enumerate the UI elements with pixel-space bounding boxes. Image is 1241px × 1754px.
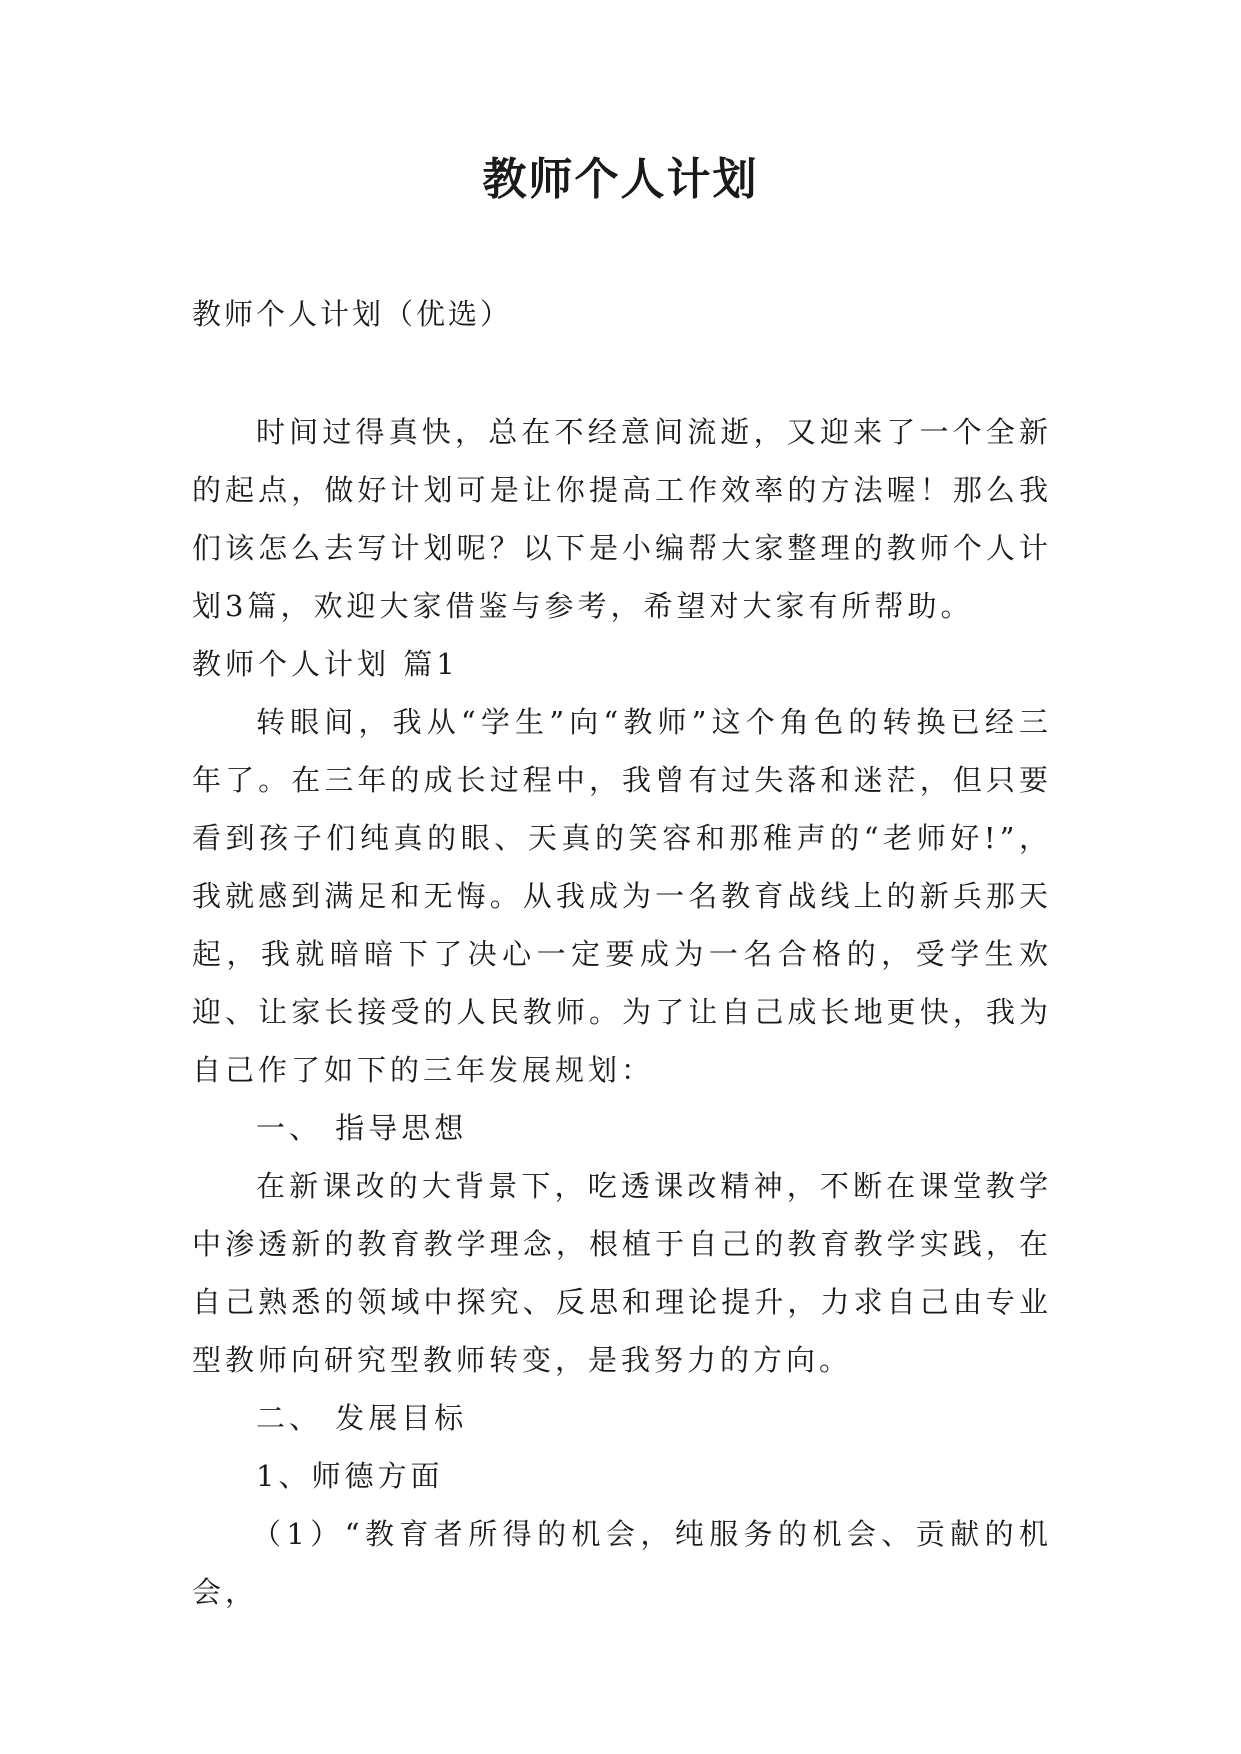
document-body xyxy=(192,403,1052,1621)
section-heading-development-goals: 二、 发展目标 xyxy=(256,1401,468,1435)
subsection-heading-ethics: 1、师德方面 xyxy=(256,1459,444,1493)
document-subtitle: 教师个人计划（优选） xyxy=(192,297,513,331)
intro-paragraph: 时间过得真快，总在不经意间流逝，又迎来了一个全新的起点，做好计划可是让你提高工作效率的方法喔！那么我们该怎么去写计划呢？以下是小编帮大家整理的教师个人计划3篇，欢迎大家借鉴与参考，希望对大家有所帮助。 xyxy=(192,415,1052,623)
section-title-part1: 教师个人计划 篇1 xyxy=(192,647,459,681)
document-title: 教师个人计划 xyxy=(482,154,759,205)
list-item: （1）“教育者所得的机会，纯服务的机会、贡献的机会， xyxy=(192,1517,1052,1609)
section-heading-guiding-thought: 一、 指导思想 xyxy=(256,1111,468,1145)
body-paragraph: 在新课改的大背景下，吃透课改精神，不断在课堂教学中渗透新的教育教学理念，根植于自己的教育教学实践，在自己熟悉的领域中探究、反思和理论提升，力求自己由专业型教师向研究型教师转变，是我努力的方向。 xyxy=(192,1169,1052,1377)
body-paragraph: 转眼间，我从“学生”向“教师”这个角色的转换已经三年了。在三年的成长过程中，我曾有过失落和迷茫，但只要看到孩子们纯真的眼、天真的笑容和那稚声的“老师好!”，我就感到满足和无悔。从我成为一名教育战线上的新兵那天起，我就暗暗下了决心一定要成为一名合格的，受学生欢迎、让家长接受的人民教师。为了让自己成长地更快，我为自己作了如下的三年发展规划： xyxy=(192,705,1052,1087)
